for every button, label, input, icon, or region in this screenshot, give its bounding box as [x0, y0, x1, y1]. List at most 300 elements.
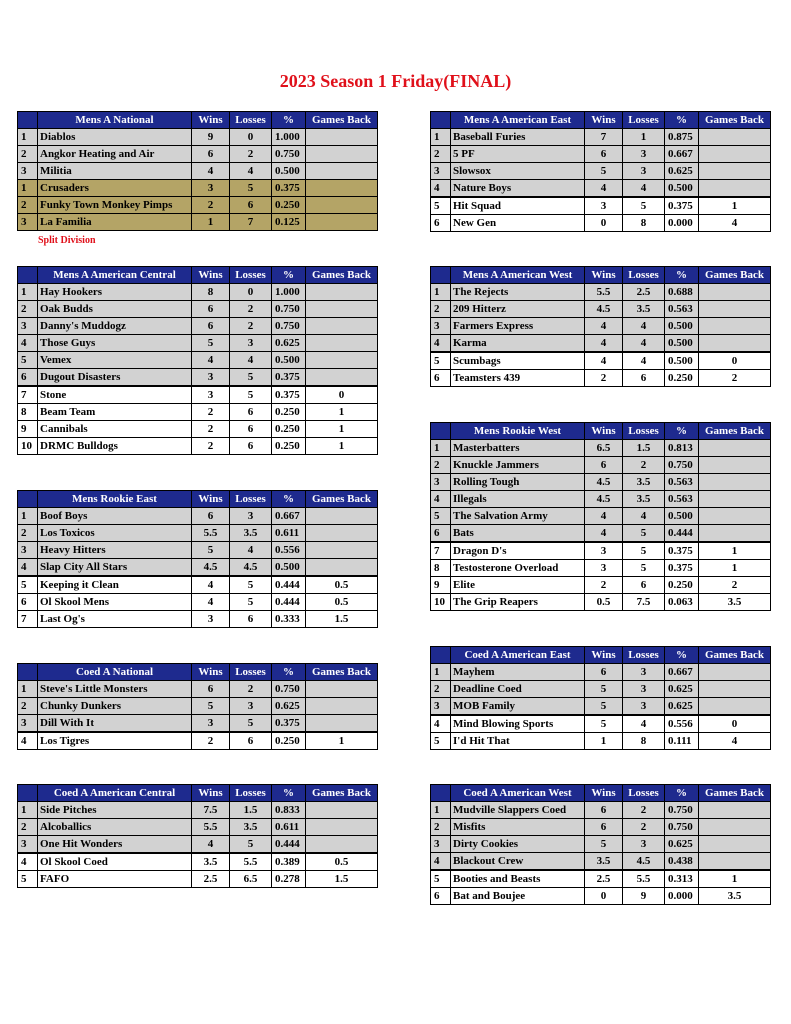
- header-row: [18, 491, 378, 508]
- games-back-cell: 1: [699, 542, 771, 560]
- pct-cell: 0.611: [272, 525, 306, 542]
- pct-header: %: [665, 647, 699, 664]
- losses-cell: 4: [623, 715, 665, 733]
- team-name: Ol Skool Coed: [38, 853, 192, 871]
- rank-header: [431, 423, 451, 440]
- pct-cell: 0.375: [272, 715, 306, 733]
- table-row: [18, 421, 378, 438]
- games-back-cell: [306, 819, 378, 836]
- table-row: [431, 525, 771, 543]
- wins-cell: 4.5: [192, 559, 230, 577]
- wins-cell: 5: [585, 715, 623, 733]
- games-back-cell: [306, 284, 378, 301]
- team-name: Blackout Crew: [451, 853, 585, 871]
- team-name: Boof Boys: [38, 508, 192, 525]
- wins-header: Wins: [192, 664, 230, 681]
- team-name: Mudville Slappers Coed: [451, 802, 585, 819]
- team-name: Deadline Coed: [451, 681, 585, 698]
- rank-cell: 6: [431, 888, 451, 905]
- rank-cell: 6: [431, 525, 451, 543]
- wins-cell: 2: [585, 370, 623, 387]
- losses-cell: 3.5: [623, 491, 665, 508]
- losses-cell: 3: [230, 335, 272, 352]
- games-back-cell: 1: [306, 438, 378, 455]
- rank-cell: 2: [18, 197, 38, 214]
- team-name: Teamsters 439: [451, 370, 585, 387]
- games-back-cell: 1: [699, 560, 771, 577]
- table-row: [18, 715, 378, 733]
- rank-cell: 5: [18, 352, 38, 369]
- losses-cell: 2: [230, 318, 272, 335]
- rank-cell: 3: [431, 836, 451, 853]
- rank-cell: 1: [18, 180, 38, 197]
- rank-cell: 2: [431, 681, 451, 698]
- games-back-cell: [699, 698, 771, 716]
- rank-cell: 8: [431, 560, 451, 577]
- wins-cell: 5: [585, 681, 623, 698]
- pct-cell: 0.250: [665, 370, 699, 387]
- standings-table: [430, 266, 771, 387]
- wins-cell: 3: [192, 715, 230, 733]
- pct-cell: 0.250: [272, 438, 306, 455]
- losses-cell: 4: [230, 352, 272, 369]
- table-row: [431, 733, 771, 750]
- wins-cell: 2: [192, 197, 230, 214]
- games-back-cell: [699, 457, 771, 474]
- team-name: Last Og's: [38, 611, 192, 628]
- rank-cell: 4: [431, 715, 451, 733]
- pct-header: %: [665, 423, 699, 440]
- division-name: Coed A American East: [451, 647, 585, 664]
- header-row: [431, 785, 771, 802]
- split-division-note: Split Division: [38, 235, 96, 246]
- wins-header: Wins: [192, 785, 230, 802]
- wins-cell: 6: [192, 318, 230, 335]
- team-name: Mayhem: [451, 664, 585, 681]
- team-name: Keeping it Clean: [38, 576, 192, 594]
- team-name: La Familia: [38, 214, 192, 231]
- rank-cell: 2: [431, 457, 451, 474]
- games-back-cell: 1: [699, 197, 771, 215]
- wins-cell: 3: [585, 197, 623, 215]
- games-back-header: Games Back: [699, 647, 771, 664]
- pct-cell: 1.000: [272, 129, 306, 146]
- rank-cell: 10: [18, 438, 38, 455]
- pct-header: %: [272, 664, 306, 681]
- team-name: Heavy Hitters: [38, 542, 192, 559]
- pct-cell: 0.375: [665, 197, 699, 215]
- division-mens-a-american-central: [17, 266, 378, 455]
- wins-cell: 5: [192, 698, 230, 715]
- games-back-cell: [306, 146, 378, 163]
- team-name: Vemex: [38, 352, 192, 369]
- table-row: [431, 560, 771, 577]
- wins-cell: 6: [585, 146, 623, 163]
- team-name: Militia: [38, 163, 192, 180]
- table-row: [431, 594, 771, 611]
- pct-cell: 0.063: [665, 594, 699, 611]
- rank-cell: 9: [18, 421, 38, 438]
- losses-cell: 5: [623, 560, 665, 577]
- team-name: Illegals: [451, 491, 585, 508]
- table-row: [431, 474, 771, 491]
- division-mens-a-american-east: [430, 111, 771, 232]
- wins-cell: 3.5: [585, 853, 623, 871]
- pct-cell: 0.625: [665, 698, 699, 716]
- team-name: Hit Squad: [451, 197, 585, 215]
- losses-header: Losses: [230, 785, 272, 802]
- header-row: [431, 647, 771, 664]
- wins-cell: 6: [585, 819, 623, 836]
- table-row: [431, 836, 771, 853]
- rank-cell: 5: [18, 576, 38, 594]
- losses-cell: 1.5: [623, 440, 665, 457]
- pct-cell: 0.375: [665, 542, 699, 560]
- losses-cell: 3: [230, 698, 272, 715]
- games-back-cell: [306, 542, 378, 559]
- team-name: Bats: [451, 525, 585, 543]
- team-name: Misfits: [451, 819, 585, 836]
- team-name: Rolling Tough: [451, 474, 585, 491]
- pct-cell: 0.625: [665, 836, 699, 853]
- games-back-cell: [699, 525, 771, 543]
- wins-cell: 4: [585, 352, 623, 370]
- games-back-header: Games Back: [699, 423, 771, 440]
- rank-cell: 5: [431, 352, 451, 370]
- division-mens-a-american-west: [430, 266, 771, 387]
- rank-cell: 5: [431, 733, 451, 750]
- losses-cell: 3: [623, 681, 665, 698]
- pct-cell: 0.375: [272, 369, 306, 387]
- pct-cell: 0.500: [665, 180, 699, 198]
- team-name: The Salvation Army: [451, 508, 585, 525]
- team-name: Diablos: [38, 129, 192, 146]
- losses-cell: 5.5: [623, 870, 665, 888]
- table-row: [431, 888, 771, 905]
- losses-cell: 6: [230, 611, 272, 628]
- division-name: Mens A American East: [451, 112, 585, 129]
- pct-cell: 0.444: [272, 836, 306, 854]
- table-row: [18, 559, 378, 577]
- losses-cell: 8: [623, 215, 665, 232]
- wins-cell: 7.5: [192, 802, 230, 819]
- losses-cell: 6: [230, 197, 272, 214]
- table-row: [18, 284, 378, 301]
- pct-cell: 0.813: [665, 440, 699, 457]
- team-name: Dragon D's: [451, 542, 585, 560]
- pct-cell: 0.625: [272, 698, 306, 715]
- team-name: Dirty Cookies: [451, 836, 585, 853]
- wins-cell: 5: [585, 698, 623, 716]
- wins-cell: 3.5: [192, 853, 230, 871]
- pct-cell: 0.625: [272, 335, 306, 352]
- pct-cell: 0.625: [665, 681, 699, 698]
- losses-cell: 5.5: [230, 853, 272, 871]
- losses-cell: 2: [230, 301, 272, 318]
- losses-cell: 6: [230, 421, 272, 438]
- wins-cell: 3: [192, 369, 230, 387]
- pct-header: %: [272, 112, 306, 129]
- rank-cell: 6: [431, 215, 451, 232]
- losses-header: Losses: [623, 423, 665, 440]
- rank-cell: 8: [18, 404, 38, 421]
- division-coed-a-american-west: [430, 784, 771, 905]
- rank-cell: 1: [18, 681, 38, 698]
- wins-cell: 0: [585, 888, 623, 905]
- wins-cell: 5.5: [585, 284, 623, 301]
- losses-cell: 3.5: [623, 474, 665, 491]
- standings-table: [430, 646, 771, 750]
- losses-cell: 6: [230, 732, 272, 750]
- wins-cell: 5.5: [192, 819, 230, 836]
- team-name: Angkor Heating and Air: [38, 146, 192, 163]
- wins-cell: 4.5: [585, 474, 623, 491]
- division-name: Mens A American Central: [38, 267, 192, 284]
- division-name: Mens A National: [38, 112, 192, 129]
- table-row: [18, 594, 378, 611]
- pct-cell: 0.688: [665, 284, 699, 301]
- table-row: [18, 611, 378, 628]
- rank-header: [18, 491, 38, 508]
- division-name: Coed A American West: [451, 785, 585, 802]
- pct-cell: 0.750: [272, 318, 306, 335]
- pct-cell: 0.556: [665, 715, 699, 733]
- team-name: Oak Budds: [38, 301, 192, 318]
- pct-header: %: [665, 112, 699, 129]
- standings-table: [430, 422, 771, 611]
- losses-cell: 2: [623, 802, 665, 819]
- wins-cell: 6: [585, 457, 623, 474]
- losses-header: Losses: [230, 267, 272, 284]
- rank-cell: 4: [431, 180, 451, 198]
- losses-cell: 9: [623, 888, 665, 905]
- games-back-header: Games Back: [306, 112, 378, 129]
- table-row: [431, 819, 771, 836]
- wins-cell: 0.5: [585, 594, 623, 611]
- rank-cell: 2: [18, 301, 38, 318]
- losses-header: Losses: [230, 491, 272, 508]
- losses-cell: 3.5: [230, 525, 272, 542]
- table-row: [18, 819, 378, 836]
- table-row: [431, 664, 771, 681]
- losses-cell: 4.5: [230, 559, 272, 577]
- wins-cell: 2: [192, 421, 230, 438]
- games-back-cell: [699, 180, 771, 198]
- table-row: [431, 508, 771, 525]
- losses-cell: 3: [623, 146, 665, 163]
- division-mens-rookie-east: [17, 490, 378, 628]
- pct-cell: 0.375: [272, 386, 306, 404]
- team-name: Funky Town Monkey Pimps: [38, 197, 192, 214]
- games-back-cell: [306, 802, 378, 819]
- rank-header: [431, 785, 451, 802]
- table-row: [431, 335, 771, 353]
- wins-cell: 6: [585, 664, 623, 681]
- pct-cell: 0.500: [665, 318, 699, 335]
- table-row: [431, 715, 771, 733]
- table-row: [18, 576, 378, 594]
- table-row: [18, 802, 378, 819]
- table-row: [18, 525, 378, 542]
- games-back-cell: [699, 146, 771, 163]
- wins-cell: 5: [192, 542, 230, 559]
- pct-cell: 0.500: [665, 335, 699, 353]
- games-back-cell: 0: [699, 715, 771, 733]
- table-row: [18, 853, 378, 871]
- standings-table: [17, 111, 378, 231]
- table-row: [431, 491, 771, 508]
- losses-cell: 3.5: [623, 301, 665, 318]
- team-name: Scumbags: [451, 352, 585, 370]
- team-name: 209 Hitterz: [451, 301, 585, 318]
- rank-cell: 1: [18, 284, 38, 301]
- team-name: The Grip Reapers: [451, 594, 585, 611]
- wins-cell: 4: [585, 525, 623, 543]
- pct-cell: 0.750: [272, 146, 306, 163]
- wins-cell: 4: [585, 180, 623, 198]
- team-name: Crusaders: [38, 180, 192, 197]
- pct-cell: 0.875: [665, 129, 699, 146]
- wins-header: Wins: [585, 112, 623, 129]
- rank-cell: 1: [431, 440, 451, 457]
- games-back-cell: [699, 129, 771, 146]
- standings-table: [17, 663, 378, 750]
- games-back-cell: 4: [699, 215, 771, 232]
- team-name: Those Guys: [38, 335, 192, 352]
- team-name: Bat and Boujee: [451, 888, 585, 905]
- rank-header: [18, 112, 38, 129]
- losses-cell: 8: [623, 733, 665, 750]
- rank-cell: 7: [431, 542, 451, 560]
- losses-header: Losses: [623, 112, 665, 129]
- wins-cell: 3: [585, 542, 623, 560]
- losses-cell: 4: [230, 163, 272, 180]
- team-name: The Rejects: [451, 284, 585, 301]
- table-row: [431, 301, 771, 318]
- team-name: Dugout Disasters: [38, 369, 192, 387]
- division-mens-a-national: [17, 111, 378, 231]
- division-name: Coed A National: [38, 664, 192, 681]
- pct-cell: 1.000: [272, 284, 306, 301]
- games-back-cell: [699, 802, 771, 819]
- games-back-cell: 1: [699, 870, 771, 888]
- games-back-cell: [306, 301, 378, 318]
- wins-cell: 4: [192, 594, 230, 611]
- table-row: [431, 215, 771, 232]
- losses-cell: 5: [230, 836, 272, 854]
- games-back-cell: [699, 664, 771, 681]
- rank-cell: 3: [18, 318, 38, 335]
- wins-header: Wins: [585, 785, 623, 802]
- rank-cell: 1: [18, 802, 38, 819]
- games-back-header: Games Back: [306, 491, 378, 508]
- pct-cell: 0.444: [272, 594, 306, 611]
- pct-header: %: [665, 267, 699, 284]
- pct-cell: 0.500: [272, 352, 306, 369]
- pct-cell: 0.375: [272, 180, 306, 197]
- rank-header: [431, 112, 451, 129]
- division-coed-a-national: [17, 663, 378, 750]
- rank-cell: 1: [431, 664, 451, 681]
- team-name: Farmers Express: [451, 318, 585, 335]
- wins-header: Wins: [585, 423, 623, 440]
- pct-cell: 0.250: [272, 732, 306, 750]
- games-back-cell: [699, 440, 771, 457]
- table-row: [431, 163, 771, 180]
- rank-cell: 4: [18, 732, 38, 750]
- games-back-cell: [306, 525, 378, 542]
- wins-cell: 3: [192, 386, 230, 404]
- losses-cell: 7.5: [623, 594, 665, 611]
- rank-cell: 4: [18, 853, 38, 871]
- losses-header: Losses: [623, 785, 665, 802]
- losses-header: Losses: [623, 647, 665, 664]
- losses-cell: 5: [230, 369, 272, 387]
- losses-cell: 6: [623, 577, 665, 594]
- losses-cell: 3.5: [230, 819, 272, 836]
- division-name: Mens A American West: [451, 267, 585, 284]
- division-mens-rookie-west: [430, 422, 771, 611]
- rank-cell: 6: [431, 370, 451, 387]
- table-row: [431, 870, 771, 888]
- games-back-cell: 1: [306, 421, 378, 438]
- wins-cell: 3: [585, 560, 623, 577]
- team-name: Danny's Muddogz: [38, 318, 192, 335]
- team-name: Chunky Dunkers: [38, 698, 192, 715]
- team-name: Testosterone Overload: [451, 560, 585, 577]
- page-title: 2023 Season 1 Friday(FINAL): [279, 71, 512, 91]
- table-row: [431, 284, 771, 301]
- rank-header: [18, 664, 38, 681]
- pct-cell: 0.278: [272, 871, 306, 888]
- losses-cell: 5: [230, 386, 272, 404]
- rank-cell: 1: [18, 508, 38, 525]
- pct-cell: 0.250: [272, 421, 306, 438]
- games-back-header: Games Back: [306, 785, 378, 802]
- rank-cell: 2: [431, 146, 451, 163]
- games-back-cell: [306, 352, 378, 369]
- wins-cell: 2: [192, 732, 230, 750]
- rank-cell: 5: [18, 871, 38, 888]
- wins-header: Wins: [192, 491, 230, 508]
- losses-cell: 0: [230, 284, 272, 301]
- rank-cell: 3: [431, 318, 451, 335]
- table-row: [18, 438, 378, 455]
- pct-cell: 0.563: [665, 301, 699, 318]
- pct-cell: 0.444: [272, 576, 306, 594]
- pct-cell: 0.611: [272, 819, 306, 836]
- games-back-cell: [699, 819, 771, 836]
- pct-cell: 0.375: [665, 560, 699, 577]
- losses-cell: 4: [623, 335, 665, 353]
- team-name: Ol Skool Mens: [38, 594, 192, 611]
- team-name: I'd Hit That: [451, 733, 585, 750]
- games-back-cell: [306, 214, 378, 231]
- pct-header: %: [272, 785, 306, 802]
- pct-cell: 0.500: [665, 508, 699, 525]
- losses-cell: 3: [623, 664, 665, 681]
- rank-header: [18, 267, 38, 284]
- standings-table: [17, 266, 378, 455]
- rank-cell: 2: [18, 525, 38, 542]
- rank-cell: 4: [431, 491, 451, 508]
- games-back-cell: [306, 559, 378, 577]
- games-back-cell: 1: [306, 404, 378, 421]
- losses-cell: 4: [623, 508, 665, 525]
- team-name: New Gen: [451, 215, 585, 232]
- standings-table: [430, 111, 771, 232]
- games-back-cell: [699, 836, 771, 853]
